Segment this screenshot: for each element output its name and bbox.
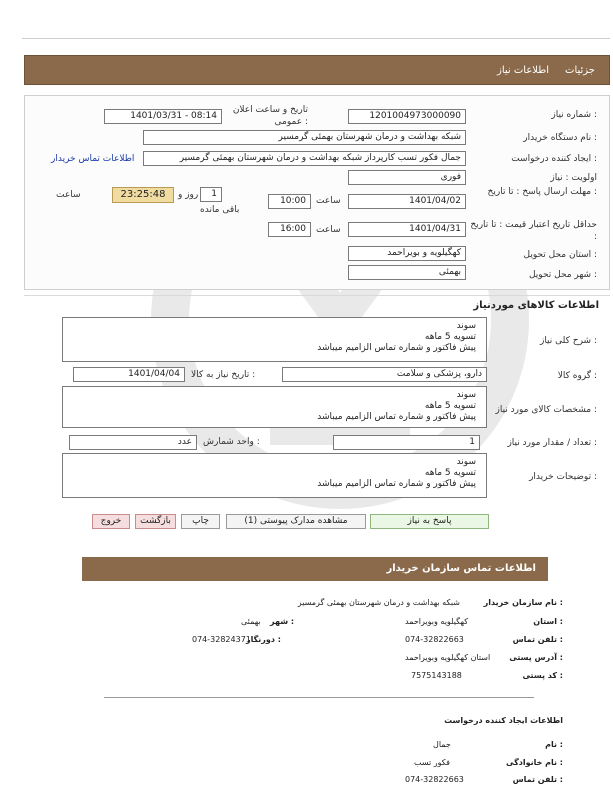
buyer-org-label: نام دستگاه خریدار : bbox=[523, 133, 597, 143]
contact-city-value: بهمئی bbox=[241, 617, 261, 626]
back-button[interactable]: بازگشت bbox=[135, 514, 176, 529]
summary-line-2: تسویه 5 ماهه bbox=[424, 332, 476, 342]
province-label: استان محل تحویل : bbox=[523, 250, 597, 260]
need-number-label: شماره نیاز : bbox=[551, 110, 597, 120]
contact-postal-label: کد پستی : bbox=[522, 671, 563, 680]
validity-label: حداقل تاریخ اعتبار قیمت : تا تاریخ : bbox=[470, 220, 597, 242]
specs-line-3: پیش فاکتور و شماره تماس الزامیم میباشد bbox=[317, 412, 476, 422]
qty-field: 1 bbox=[333, 435, 480, 450]
need-date-label: تاریخ نیاز به کالا : bbox=[191, 370, 256, 380]
creator-phone-value: 074-32822663 bbox=[405, 775, 464, 784]
header-bar bbox=[24, 55, 610, 85]
contact-phone-label: تلفن تماس : bbox=[512, 635, 563, 644]
need-number-field: 1201004973000090 bbox=[348, 109, 466, 124]
city-label: شهر محل تحویل : bbox=[528, 270, 597, 280]
contact-phone-value: 074-32822663 bbox=[405, 635, 464, 644]
unit-field: عدد bbox=[69, 435, 197, 450]
remaining-days-field: 1 bbox=[200, 187, 222, 202]
contact-province-label: استان : bbox=[533, 617, 563, 626]
notes-box bbox=[62, 453, 487, 498]
contact-address-label: آدرس پستی : bbox=[509, 653, 563, 662]
summary-line-3: پیش فاکتور و شماره تماس الزامیم میباشد bbox=[317, 343, 476, 353]
summary-box bbox=[62, 317, 487, 362]
priority-field: فوری bbox=[348, 170, 466, 185]
city-field: بهمئی bbox=[348, 265, 466, 280]
buyer-org-field: شبکه بهداشت و درمان شهرستان بهمئی گرمسیر bbox=[143, 130, 466, 145]
contact-postal-value: 7575143188 bbox=[411, 671, 462, 680]
top-divider bbox=[22, 38, 610, 39]
tab-need-info[interactable]: اطلاعات نیاز bbox=[497, 65, 549, 76]
notes-line-3: پیش فاکتور و شماره تماس الزامیم میباشد bbox=[317, 479, 476, 489]
specs-label: مشخصات کالای مورد نیاز : bbox=[495, 405, 597, 415]
goods-section-title: اطلاعات کالاهای موردنیاز bbox=[473, 300, 599, 311]
notes-line-1: سوند bbox=[456, 457, 476, 467]
notes-line-2: تسویه 5 ماهه bbox=[424, 468, 476, 478]
creator-family-label: نام خانوادگی : bbox=[505, 758, 563, 767]
validity-time-label: ساعت bbox=[316, 225, 341, 235]
goods-divider bbox=[24, 295, 610, 296]
creator-name-value: جمال bbox=[433, 740, 451, 749]
contact-address-value: استان کهگیلویه وبویراحمد bbox=[405, 653, 491, 662]
creator-title: اطلاعات ایجاد کننده درخواست bbox=[444, 716, 563, 725]
announce-date-field: 1401/03/31 - 08:14 bbox=[104, 109, 222, 124]
group-label: گروه کالا : bbox=[557, 371, 597, 381]
deadline-date-field: 1401/04/02 bbox=[348, 194, 466, 209]
specs-line-1: سوند bbox=[456, 390, 476, 400]
validity-date-field: 1401/04/31 bbox=[348, 222, 466, 237]
timer-label: ساعت bbox=[56, 190, 81, 200]
deadline-time-field: 10:00 bbox=[268, 194, 311, 209]
attachments-button[interactable]: مشاهده مدارک پیوستی (1) bbox=[226, 514, 366, 529]
creator-phone-label: تلفن تماس : bbox=[512, 775, 563, 784]
days-label: روز و bbox=[178, 190, 199, 200]
announce-label: تاریخ و ساعت اعلان عمومی : bbox=[232, 105, 308, 127]
contact-province-value: کهگیلویه وبویراحمد bbox=[405, 617, 469, 626]
contact-org-label: نام سازمان خریدار : bbox=[483, 598, 563, 607]
deadline-time-label: ساعت bbox=[316, 196, 341, 206]
validity-time-field: 16:00 bbox=[268, 222, 311, 237]
unit-label: واحد شمارش : bbox=[203, 437, 260, 447]
contact-section-bar bbox=[82, 557, 548, 581]
need-date-field: 1401/04/04 bbox=[73, 367, 185, 382]
contact-org-value: شبکه بهداشت و درمان شهرستان بهمئی گرمسیر bbox=[297, 598, 460, 607]
reply-button[interactable]: پاسخ به نیاز bbox=[370, 514, 489, 529]
specs-line-2: تسویه 5 ماهه bbox=[424, 401, 476, 411]
buyer-contact-link[interactable]: اطلاعات تماس خریدار bbox=[51, 154, 135, 164]
creator-name-label: نام : bbox=[545, 740, 563, 749]
contact-fax-value: 074-32824371 bbox=[192, 635, 251, 644]
remaining-label: باقی مانده bbox=[200, 205, 240, 215]
print-button[interactable]: چاپ bbox=[181, 514, 220, 529]
requester-label: ایجاد کننده درخواست : bbox=[511, 154, 597, 164]
deadline-label: مهلت ارسال پاسخ : تا تاریخ : bbox=[487, 187, 597, 197]
province-field: کهگیلویه و بویراحمد bbox=[348, 246, 466, 261]
summary-line-1: سوند bbox=[456, 321, 476, 331]
specs-box bbox=[62, 386, 487, 428]
group-field: دارو، پزشکی و سلامت bbox=[282, 367, 487, 382]
summary-label: شرح کلی نیاز : bbox=[539, 336, 597, 346]
contact-city-label: شهر : bbox=[270, 617, 295, 626]
priority-label: اولویت : نیاز bbox=[550, 173, 597, 183]
countdown-timer: 23:25:48 bbox=[112, 187, 174, 203]
exit-button[interactable]: خروج bbox=[92, 514, 130, 529]
tab-details[interactable]: جزئیات bbox=[565, 65, 595, 76]
contact-section-title: اطلاعات تماس سازمان خریدار bbox=[386, 563, 536, 574]
contact-fax-label: دورنگار : bbox=[246, 635, 281, 644]
contact-divider bbox=[104, 697, 534, 698]
requester-field: جمال فکور تسب کارپرداز شبکه بهداشت و درمان شهرستان بهمئی گرمسیر bbox=[143, 151, 466, 166]
creator-family-value: فکور تسب bbox=[414, 758, 450, 767]
qty-label: تعداد / مقدار مورد نیاز : bbox=[507, 438, 597, 448]
notes-label: توضیحات خریدار : bbox=[529, 472, 597, 482]
